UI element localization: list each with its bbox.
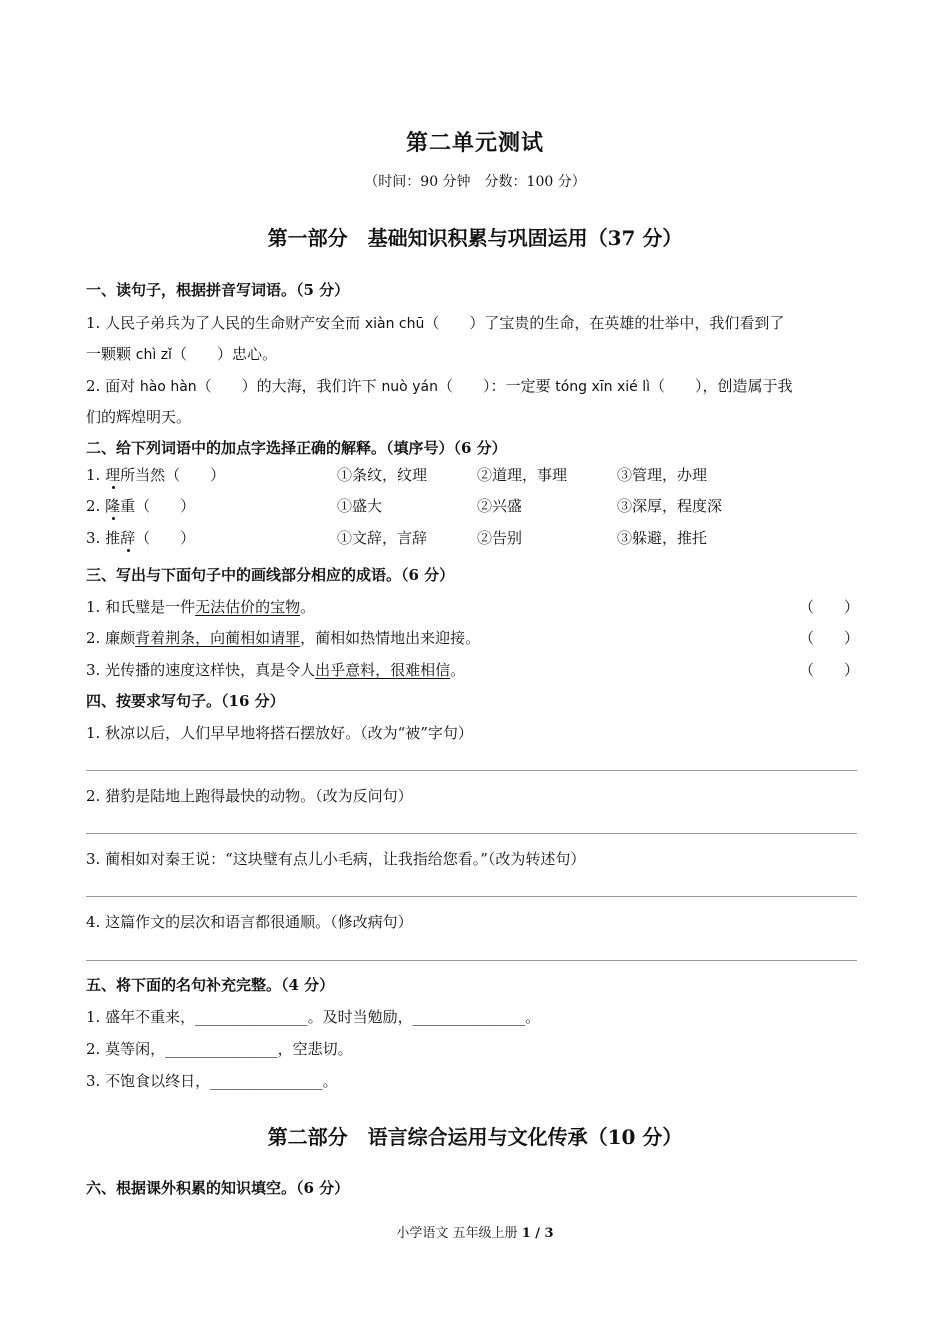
q6-heading: 六、根据课外积累的知识填空。（6 分） <box>86 1179 350 1197</box>
underlined-phrase: 出乎意料，很难相信 <box>315 661 451 679</box>
q4-item1: 1. 秋凉以后，人们早早地将搭石摆放好。（改为“被”字句） <box>86 724 473 742</box>
text: 2. <box>86 497 106 515</box>
part2-title: 第二部分 语言综合运用与文化传承（10 分） <box>267 1125 683 1149</box>
pinyin: nuò yán <box>381 379 438 395</box>
underlined-phrase: 无法估价的宝物 <box>195 598 301 616</box>
text: 1. 人民子弟兵为了人民的生命财产安全而 <box>86 314 365 332</box>
page-footer <box>0 1222 950 1241</box>
q2-item1 <box>86 464 225 485</box>
q2-item3-option3: ③躲避，推托 <box>617 529 708 547</box>
q1-sentence2-line2: 们的辉煌明天。 <box>86 408 192 426</box>
dotted-char: 隆 <box>105 497 121 515</box>
dotted-char: 理 <box>105 466 121 484</box>
footer-text: 小学语文 五年级上册 <box>396 1226 522 1241</box>
answer-blank: （ ） <box>799 629 860 647</box>
q2-heading: 二、给下列词语中的加点字选择正确的解释。（填序号）（6 分） <box>86 439 507 457</box>
page-title: 第二单元测试 <box>405 130 544 156</box>
q3-heading: 三、写出与下面句子中的画线部分相应的成语。（6 分） <box>86 566 455 584</box>
answer-line <box>86 896 857 897</box>
q4-item2: 2. 猎豹是陆地上跑得最快的动物。（改为反问句） <box>86 787 413 805</box>
part1-title: 第一部分 基础知识积累与巩固运用（37 分） <box>267 226 683 250</box>
text: 。 <box>450 661 466 679</box>
text: 重（ ） <box>120 497 196 515</box>
q4-item3: 3. 蔺相如对秦王说：“这块璧有点儿小毛病，让我指给您看。”（改为转述句） <box>86 850 586 868</box>
text: 所当然（ ） <box>120 466 226 484</box>
underlined-phrase: 背着荆条，向蔺相如请罪 <box>135 629 301 647</box>
q4-heading: 四、按要求写句子。（16 分） <box>86 692 285 710</box>
q2-item2-option1: ①盛大 <box>337 497 383 515</box>
pinyin: hào hàn <box>139 379 197 395</box>
q3-sentence3 <box>86 659 465 680</box>
q5-heading: 五、将下面的名句补充完整。（4 分） <box>86 976 335 994</box>
pinyin: tóng xīn xié lì <box>555 379 650 395</box>
q2-item3-option2: ②告别 <box>477 529 523 547</box>
q2-item1-option3: ③管理，办理 <box>617 466 708 484</box>
dotted-char: 辞 <box>120 529 136 547</box>
q2-item2-option3: ③深厚，程度深 <box>617 497 723 515</box>
q1-heading: 一、读句子，根据拼音写词语。（5 分） <box>86 281 350 299</box>
text: （ ）了宝贵的生命，在英雄的壮举中，我们看到了 <box>424 314 785 332</box>
q2-item2 <box>86 495 195 516</box>
q2-item1-option2: ②道理，事理 <box>477 466 568 484</box>
text: 3. 推 <box>86 529 121 547</box>
q1-sentence2-line1 <box>86 375 793 396</box>
text: （ ）忠心。 <box>171 345 277 363</box>
pinyin: chì zǐ <box>135 347 172 363</box>
answer-line <box>86 833 857 834</box>
q2-item2-option2: ②兴盛 <box>477 497 523 515</box>
text: 2. 廉颇 <box>86 629 136 647</box>
answer-blank: （ ） <box>799 598 860 616</box>
exam-info: （时间：90 分钟 分数：100 分） <box>364 174 586 190</box>
text: 1. <box>86 466 106 484</box>
text: （ ），创造属于我 <box>650 377 793 395</box>
pinyin: xiàn chū <box>364 316 425 332</box>
q5-item3: 3. 不饱食以终日，_______________。 <box>86 1072 338 1090</box>
q2-item1-option1: ①条纹，纹理 <box>337 466 428 484</box>
text: （ ）：一定要 <box>437 377 556 395</box>
text: （ ）的大海，我们许下 <box>196 377 382 395</box>
q5-item1: 1. 盛年不重来，_______________。及时当勉励，_______________。 <box>86 1008 541 1026</box>
q2-item3-option1: ①文辞，言辞 <box>337 529 428 547</box>
text: 一颗颗 <box>86 345 136 363</box>
q2-item3 <box>86 527 195 548</box>
text: 3. 光传播的速度这样快，真是令人 <box>86 661 316 679</box>
q1-sentence1-line2 <box>86 343 277 364</box>
answer-blank: （ ） <box>799 661 860 679</box>
text: （ ） <box>135 529 196 547</box>
q3-sentence2 <box>86 627 480 648</box>
q1-sentence1-line1 <box>86 312 784 333</box>
answer-line <box>86 770 857 771</box>
text: 。 <box>300 598 316 616</box>
page-number: 1 / 3 <box>521 1226 554 1241</box>
text: 2. 面对 <box>86 377 140 395</box>
answer-line <box>86 960 857 961</box>
q3-sentence1 <box>86 596 315 617</box>
q4-item4: 4. 这篇作文的层次和语言都很通顺。（修改病句） <box>86 913 413 931</box>
q5-item2: 2. 莫等闲，_______________，空悲切。 <box>86 1040 353 1058</box>
text: 1. 和氏璧是一件 <box>86 598 196 616</box>
text: ，蔺相如热情地出来迎接。 <box>300 629 481 647</box>
